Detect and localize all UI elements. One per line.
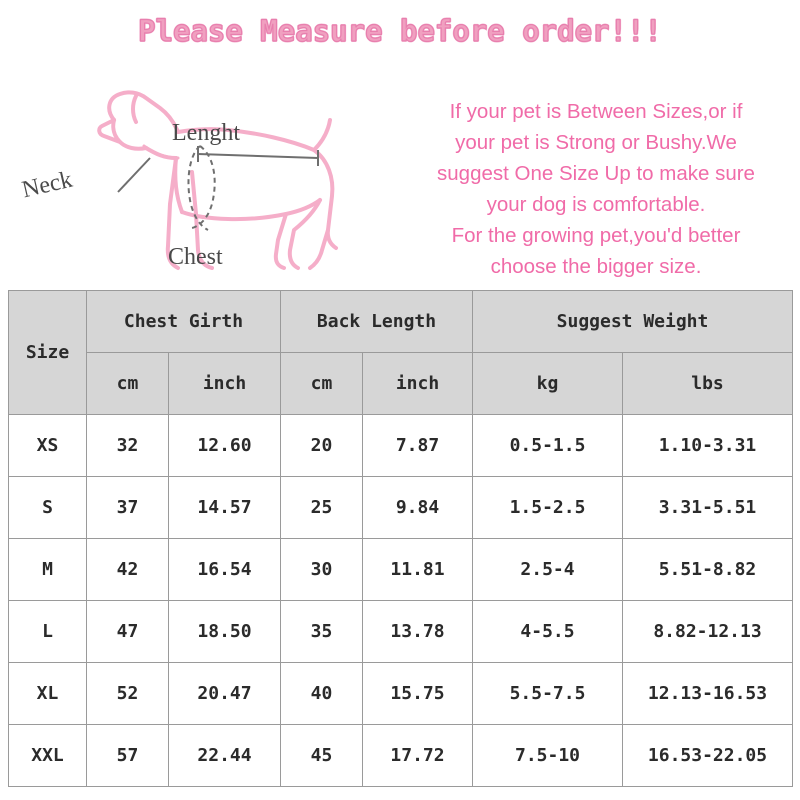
table-row	[9, 601, 793, 663]
subheader-chest-inch: inch	[169, 353, 281, 415]
sizing-note	[400, 96, 792, 282]
cell-weight-kg: 0.5-1.5	[473, 415, 623, 477]
size-chart-table	[8, 290, 793, 787]
cell-back-cm: 40	[281, 663, 363, 725]
cell-back-inch: 7.87	[363, 415, 473, 477]
cell-weight-kg: 2.5-4	[473, 539, 623, 601]
cell-chest-inch: 14.57	[169, 477, 281, 539]
page-title: Please Measure before order!!!	[138, 14, 662, 48]
table-row	[9, 663, 793, 725]
subheader-weight-kg: kg	[473, 353, 623, 415]
cell-chest-cm: 37	[87, 477, 169, 539]
table-row	[9, 539, 793, 601]
note-line: suggest One Size Up to make sure	[437, 162, 755, 185]
dog-outline-icon	[28, 54, 378, 274]
table-row	[9, 415, 793, 477]
cell-back-cm: 20	[281, 415, 363, 477]
cell-back-cm: 25	[281, 477, 363, 539]
table-row	[9, 477, 793, 539]
cell-chest-inch: 18.50	[169, 601, 281, 663]
measurement-guide-section	[0, 48, 800, 280]
note-line: If your pet is Between Sizes,or if	[449, 100, 743, 123]
column-header-back-length: Back Length	[281, 291, 473, 353]
subheader-chest-cm: cm	[87, 353, 169, 415]
cell-chest-inch: 20.47	[169, 663, 281, 725]
cell-back-inch: 15.75	[363, 663, 473, 725]
cell-back-cm: 30	[281, 539, 363, 601]
cell-back-inch: 9.84	[363, 477, 473, 539]
cell-back-inch: 17.72	[363, 725, 473, 787]
table-row	[9, 725, 793, 787]
cell-chest-inch: 16.54	[169, 539, 281, 601]
note-line: For the growing pet,you'd better	[451, 224, 741, 247]
subheader-weight-lbs: lbs	[623, 353, 793, 415]
cell-weight-kg: 1.5-2.5	[473, 477, 623, 539]
cell-weight-lbs: 3.31-5.51	[623, 477, 793, 539]
cell-weight-kg: 5.5-7.5	[473, 663, 623, 725]
cell-size: S	[9, 477, 87, 539]
cell-chest-cm: 57	[87, 725, 169, 787]
subheader-back-inch: inch	[363, 353, 473, 415]
column-header-suggest-weight: Suggest Weight	[473, 291, 793, 353]
subheader-back-cm: cm	[281, 353, 363, 415]
cell-weight-lbs: 12.13-16.53	[623, 663, 793, 725]
cell-weight-kg: 7.5-10	[473, 725, 623, 787]
cell-weight-lbs: 16.53-22.05	[623, 725, 793, 787]
label-length: Lenght	[172, 120, 240, 146]
cell-back-inch: 11.81	[363, 539, 473, 601]
cell-size: M	[9, 539, 87, 601]
cell-size: XXL	[9, 725, 87, 787]
cell-chest-inch: 12.60	[169, 415, 281, 477]
cell-chest-cm: 52	[87, 663, 169, 725]
cell-back-inch: 13.78	[363, 601, 473, 663]
cell-weight-kg: 4-5.5	[473, 601, 623, 663]
cell-size: L	[9, 601, 87, 663]
cell-weight-lbs: 8.82-12.13	[623, 601, 793, 663]
cell-weight-lbs: 1.10-3.31	[623, 415, 793, 477]
cell-weight-lbs: 5.51-8.82	[623, 539, 793, 601]
note-line: choose the bigger size.	[490, 255, 702, 278]
cell-size: XL	[9, 663, 87, 725]
table-header-row	[9, 291, 793, 353]
label-chest: Chest	[168, 244, 223, 270]
note-line: your pet is Strong or Bushy.We	[455, 131, 737, 154]
cell-chest-cm: 47	[87, 601, 169, 663]
note-line: your dog is comfortable.	[486, 193, 706, 216]
cell-size: XS	[9, 415, 87, 477]
cell-back-cm: 45	[281, 725, 363, 787]
cell-chest-cm: 32	[87, 415, 169, 477]
cell-chest-inch: 22.44	[169, 725, 281, 787]
column-header-size: Size	[9, 291, 87, 415]
cell-chest-cm: 42	[87, 539, 169, 601]
table-subheader-row	[9, 353, 793, 415]
column-header-chest-girth: Chest Girth	[87, 291, 281, 353]
cell-back-cm: 35	[281, 601, 363, 663]
label-neck: Neck	[19, 166, 75, 204]
